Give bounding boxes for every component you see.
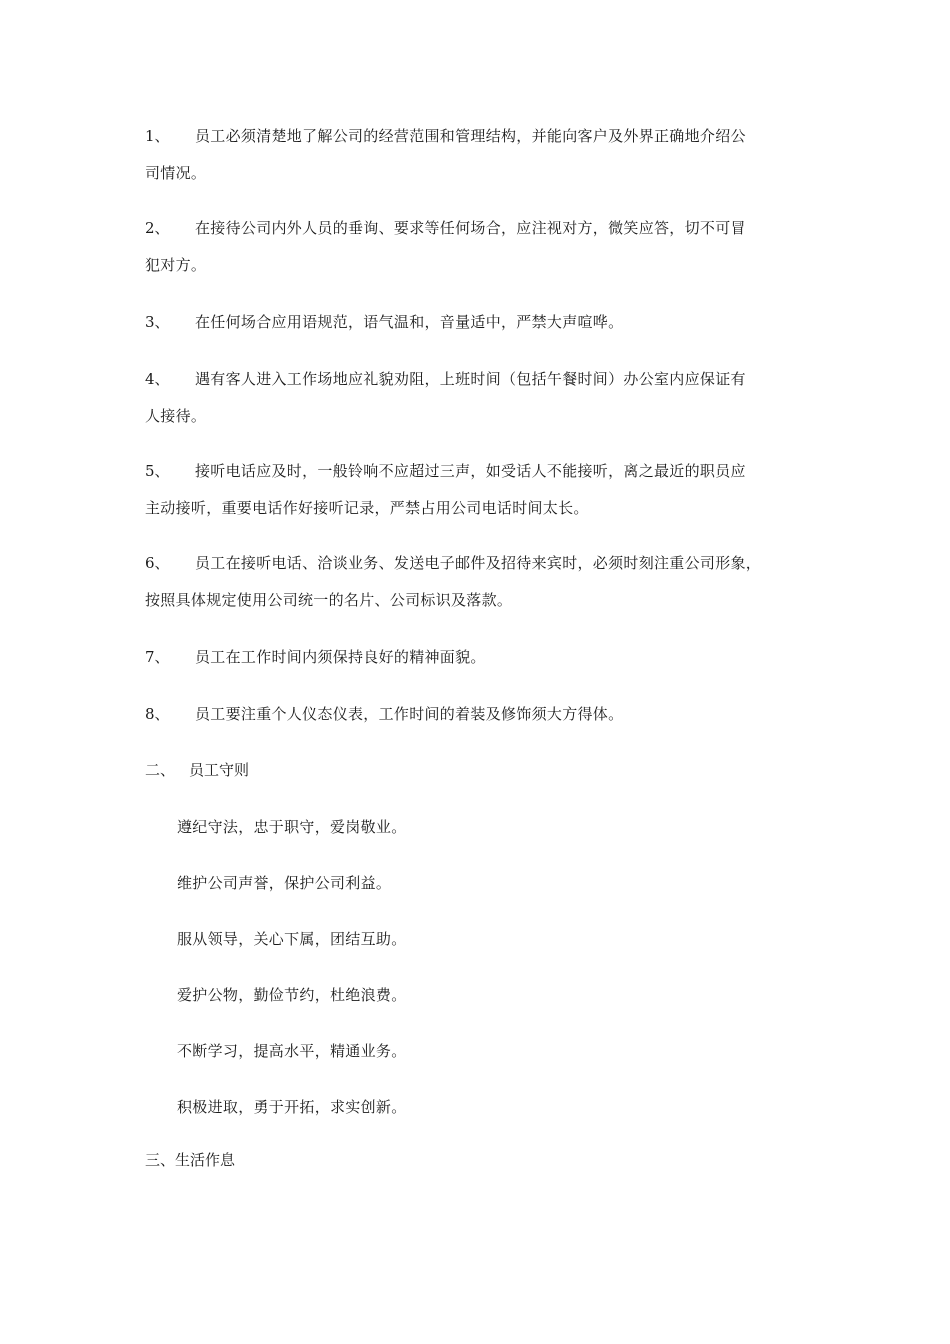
- conduct-item: [145, 545, 810, 619]
- item-number: 6、: [145, 554, 170, 572]
- rule-item: 服从领导，关心下属，团结互助。: [177, 930, 407, 948]
- item-number: 2、: [145, 219, 170, 237]
- conduct-item: [145, 361, 810, 435]
- item-number: 7、: [145, 648, 170, 666]
- item-number: 8、: [145, 705, 170, 723]
- item-text-line2: 人接待。: [145, 407, 207, 425]
- rule-item: 遵纪守法，忠于职守，爱岗敬业。: [177, 818, 407, 836]
- item-number: 4、: [145, 370, 170, 388]
- rule-item: 不断学习，提高水平，精通业务。: [177, 1042, 407, 1060]
- section-heading-daily-routine: 三、生活作息: [145, 1151, 236, 1169]
- conduct-item: [145, 210, 810, 284]
- conduct-item: [145, 304, 810, 341]
- item-number: 3、: [145, 313, 170, 331]
- conduct-item: [145, 696, 810, 733]
- rule-item: 爱护公物，勤俭节约，杜绝浪费。: [177, 986, 407, 1004]
- item-number: 1、: [145, 127, 170, 145]
- rule-item: 维护公司声誉，保护公司利益。: [177, 874, 392, 892]
- item-text-line1: 员工在工作时间内须保持良好的精神面貌。: [195, 648, 486, 666]
- item-text-line1: 员工必须清楚地了解公司的经营范围和管理结构，并能向客户及外界正确地介绍公: [195, 127, 746, 145]
- item-text-line1: 在任何场合应用语规范，语气温和，音量适中，严禁大声喧哗。: [195, 313, 624, 331]
- item-text-line2: 主动接听，重要电话作好接听记录，严禁占用公司电话时间太长。: [145, 499, 589, 517]
- item-text-line1: 员工要注重个人仪态仪表，工作时间的着装及修饰须大方得体。: [195, 705, 624, 723]
- rule-item: 积极进取，勇于开拓，求实创新。: [177, 1098, 407, 1116]
- item-text-line2: 犯对方。: [145, 256, 207, 274]
- item-number: 5、: [145, 462, 170, 480]
- conduct-item: [145, 118, 810, 192]
- item-text-line2: 司情况。: [145, 164, 207, 182]
- item-text-line1: 员工在接听电话、洽谈业务、发送电子邮件及招待来宾时，必须时刻注重公司形象，: [195, 554, 762, 572]
- section-number: 二、: [145, 761, 176, 779]
- item-text-line1: 在接待公司内外人员的垂询、要求等任何场合，应注视对方，微笑应答，切不可冒: [195, 219, 746, 237]
- section-heading-employee-rules: [145, 758, 249, 782]
- section-title: 员工守则: [189, 761, 250, 779]
- item-text-line1: 遇有客人进入工作场地应礼貌劝阻，上班时间（包括午餐时间）办公室内应保证有: [195, 370, 746, 388]
- conduct-item: [145, 453, 810, 527]
- conduct-item: [145, 639, 810, 676]
- item-text-line2: 按照具体规定使用公司统一的名片、公司标识及落款。: [145, 591, 513, 609]
- item-text-line1: 接听电话应及时，一般铃响不应超过三声，如受话人不能接听，离之最近的职员应: [195, 462, 746, 480]
